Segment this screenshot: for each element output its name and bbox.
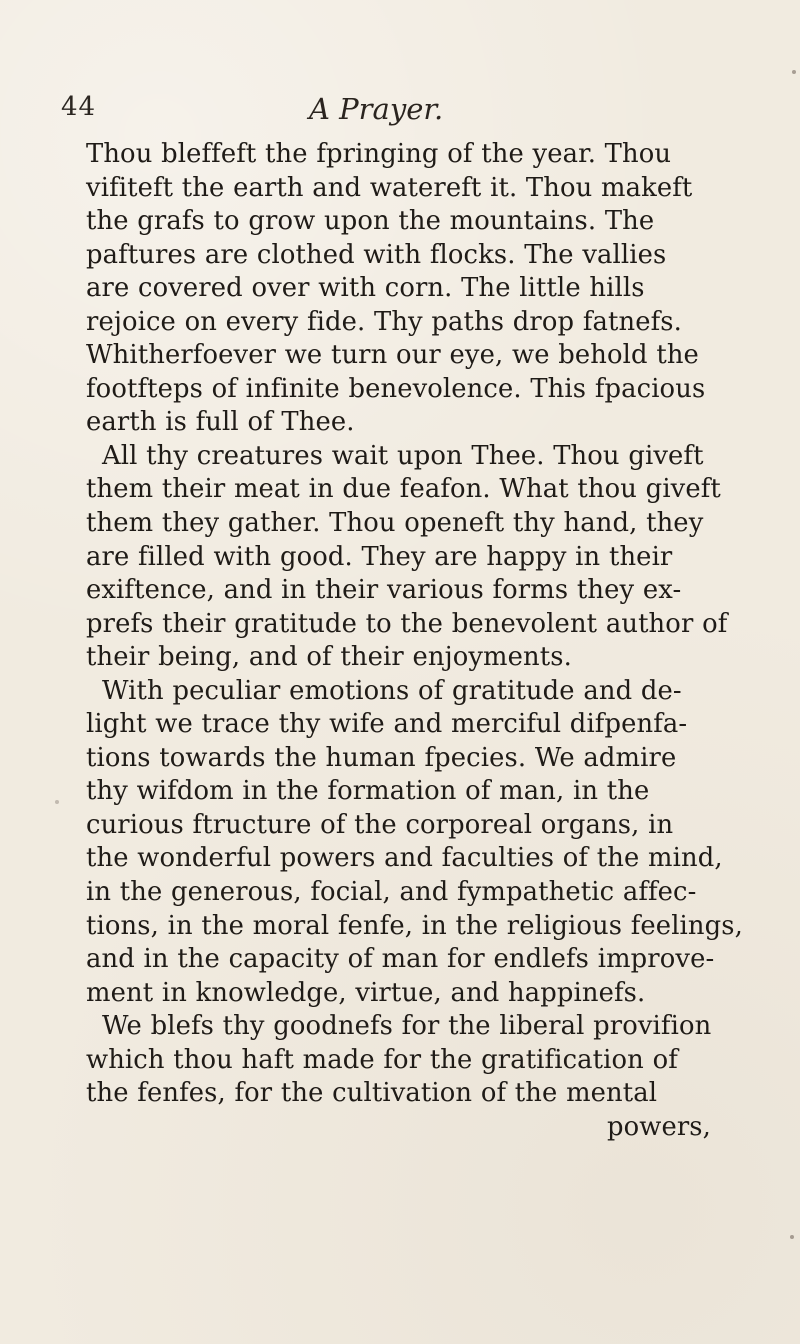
text-line: in the generous, focial, and fympathetic affec-: [86, 877, 697, 908]
text-line: rejoice on every fide. Thy paths drop fatnefs.: [86, 306, 682, 337]
catchword: powers,: [606, 1111, 711, 1142]
text-line: the grafs to grow upon the mountains. The: [86, 206, 655, 237]
text-line: curious ftructure of the corporeal organs, in: [86, 809, 674, 840]
text-line: are covered over with corn. The little hills: [86, 273, 645, 304]
text-line: We blefs thy goodnefs for the liberal provifion: [102, 1011, 712, 1042]
text-line: are filled with good. They are happy in their: [86, 541, 673, 572]
running-title: A Prayer.: [309, 92, 444, 126]
text-line: footfteps of infinite benevolence. This fpacious: [86, 373, 706, 404]
text-line: the wonderful powers and faculties of the mind,: [86, 843, 723, 874]
text-line: ment in knowledge, virtue, and happinefs.: [86, 977, 646, 1008]
text-line: and in the capacity of man for endlefs improve-: [86, 944, 715, 975]
text-line: vifiteft the earth and watereft it. Thou makeft: [86, 172, 693, 203]
text-line: the fenfes, for the cultivation of the mental: [86, 1078, 658, 1109]
text-line: them they gather. Thou openeft thy hand, they: [86, 508, 704, 539]
text-line: With peculiar emotions of gratitude and de-: [102, 675, 682, 706]
text-line: earth is full of Thee.: [86, 407, 355, 438]
text-line: prefs their gratitude to the benevolent author of: [86, 608, 728, 639]
text-line: paftures are clothed with flocks. The vallies: [86, 239, 667, 270]
text-line: Whitherfoever we turn our eye, we behold the: [86, 340, 699, 371]
text-line: exiftence, and in their various forms they ex-: [86, 575, 682, 606]
text-line: Thou bleffeft the fpringing of the year. Thou: [86, 139, 672, 169]
text-line: tions, in the moral fenfe, in the religious feelings,: [86, 910, 743, 941]
text-line: light we trace thy wife and merciful difpenfa-: [86, 709, 688, 740]
prayer-text-block: [86, 138, 743, 1144]
text-line: which thou haft made for the gratification of: [86, 1044, 678, 1075]
running-head: [0, 92, 800, 132]
text-line: All thy creatures wait upon Thee. Thou giveft: [102, 440, 704, 471]
page-number: 44: [61, 92, 97, 122]
paper-speck: [790, 1235, 794, 1239]
paper-speck: [55, 800, 59, 804]
text-line: their being, and of their enjoyments.: [86, 642, 572, 673]
text-line: tions towards the human fpecies. We admire: [86, 742, 677, 773]
paper-speck: [792, 70, 796, 74]
text-line: thy wifdom in the formation of man, in the: [86, 776, 650, 807]
text-line: them their meat in due feafon. What thou giveft: [86, 474, 721, 505]
